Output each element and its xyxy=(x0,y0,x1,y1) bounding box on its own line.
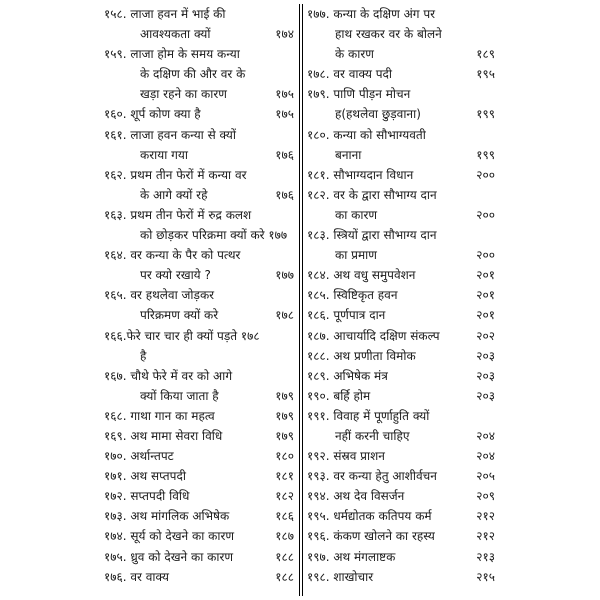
index-entry-line xyxy=(104,326,294,346)
index-entry-line xyxy=(307,285,495,305)
entry-text: १८०. कन्या को सौभाग्यवती xyxy=(307,127,426,142)
index-entry-line xyxy=(104,406,294,426)
index-entry-line xyxy=(104,567,294,587)
index-entry-line xyxy=(307,547,495,567)
entry-text: १९६. कंकण खोलने का रहस्य xyxy=(307,529,435,544)
page-number: १७६ xyxy=(275,187,294,202)
index-entry-line xyxy=(104,366,294,386)
index-entry-line xyxy=(307,386,495,406)
entry-text: परिक्रमण क्यों करे xyxy=(140,308,219,323)
index-entry-line xyxy=(307,506,495,526)
entry-text: १९७. अथ मंगलाष्टक xyxy=(307,549,396,564)
entry-text: १७९. पाणि पीड़न मोचन xyxy=(307,87,411,102)
index-entry-line xyxy=(307,4,495,24)
index-entry-line xyxy=(104,346,294,366)
entry-text: १५८. लाजा हवन में भाई की xyxy=(104,7,226,21)
entry-text: १६०. शूर्प कोण क्या है xyxy=(104,107,201,122)
index-entry-line xyxy=(307,104,495,124)
entry-text: १९२. संस्रव प्राशन xyxy=(307,449,385,464)
index-entry-line xyxy=(104,4,294,24)
entry-text: १८९. अभिषेक मंत्र xyxy=(307,368,388,383)
page-number: १८९ xyxy=(476,47,495,62)
index-entry-line xyxy=(104,104,294,124)
page-number: २१३ xyxy=(476,549,495,564)
entry-text: खड़ा रहने का कारण xyxy=(140,87,227,102)
page-number: १७६ xyxy=(275,147,294,162)
index-entry-line xyxy=(307,185,495,205)
page-number: २१२ xyxy=(476,509,495,524)
entry-text: कराया गया xyxy=(140,147,188,162)
index-entry-line xyxy=(307,305,495,325)
index-entry-line xyxy=(307,366,495,386)
entry-text: १६७. चौथे फेरे में वर को आगे xyxy=(104,368,233,383)
page-number: २०९ xyxy=(476,489,495,504)
page-number: २०० xyxy=(476,248,495,263)
index-entry-line xyxy=(104,305,294,325)
index-entry-line xyxy=(104,466,294,486)
page-number: २१५ xyxy=(476,569,495,584)
index-entry-line xyxy=(307,84,495,104)
entry-text: को छोड़कर परिक्रमा क्यों करे १७७ xyxy=(140,228,288,243)
index-entry-line xyxy=(307,446,495,466)
page-number: २०३ xyxy=(476,368,495,383)
index-entry-line xyxy=(307,64,495,84)
entry-text: १८३. स्त्रियों द्वारा सौभाग्य दान xyxy=(307,228,437,243)
index-entry-line xyxy=(307,265,495,285)
index-entry-line xyxy=(104,64,294,84)
index-entry-line xyxy=(104,506,294,526)
entry-text: १९०. बर्हि होम xyxy=(307,388,371,403)
entry-text: १८६. पूर्णपात्र दान xyxy=(307,308,386,323)
index-entry-line xyxy=(307,145,495,165)
entry-text: के कारण xyxy=(335,47,374,62)
page-number: २०० xyxy=(476,167,495,182)
index-entry-line xyxy=(104,265,294,285)
entry-text: १९५. धर्मद्योतक कतिपय कर्म xyxy=(307,509,432,524)
page-number: १९९ xyxy=(476,107,495,122)
right-column xyxy=(307,4,495,587)
index-entry-line xyxy=(307,225,495,245)
entry-text: १७२. सप्तपदी विधि xyxy=(104,489,190,504)
entry-text: १६६.फेरे चार चार ही क्यों पड़ते १७८ xyxy=(104,328,260,343)
index-entry-line xyxy=(307,326,495,346)
page-number: १८० xyxy=(275,449,294,464)
index-entry-line xyxy=(104,145,294,165)
index-entry-line xyxy=(104,165,294,185)
index-entry-line xyxy=(104,205,294,225)
index-entry-line xyxy=(307,205,495,225)
entry-text: १६१. लाजा हवन कन्या से क्यों xyxy=(104,127,236,142)
page-number: १७९ xyxy=(275,428,294,443)
page-number: २१२ xyxy=(476,529,495,544)
index-entry-line xyxy=(104,125,294,145)
entry-text: १६४. वर कन्या के पैर को पत्थर xyxy=(104,248,241,263)
index-entry-line xyxy=(104,44,294,64)
page-number: २०१ xyxy=(476,288,495,303)
entry-text: १६३. प्रथम तीन फेरों में रुद्र कलश xyxy=(104,207,252,222)
entry-text: नहीं करनी चाहिए xyxy=(335,428,410,443)
entry-text: १७६. वर वाक्य xyxy=(104,569,169,584)
index-entry-line xyxy=(307,466,495,486)
entry-text: पर क्यो रखाये ? xyxy=(140,268,211,283)
page-number: २०४ xyxy=(476,449,495,464)
page-number: २०१ xyxy=(476,308,495,323)
index-entry-line xyxy=(307,567,495,587)
entry-text: १८१. सौभाग्यदान विधान xyxy=(307,167,414,182)
index-entry-line xyxy=(104,185,294,205)
entry-text: १८८. अथ प्रणीता विमोक xyxy=(307,348,416,363)
page-number: १८८ xyxy=(275,549,294,564)
left-column xyxy=(104,4,294,587)
entry-text: १६५. वर हथलेवा जोड़कर xyxy=(104,288,215,303)
index-entry-line xyxy=(307,406,495,426)
entry-text: १७३. अथ मांगलिक अभिषेक xyxy=(104,509,230,524)
entry-text: १८५. स्विष्टिकृत हवन xyxy=(307,288,398,303)
entry-text: १६९. अथ मामा सेवरा विधि xyxy=(104,428,223,443)
index-entry-line xyxy=(104,245,294,265)
index-entry-line xyxy=(307,346,495,366)
entry-text: १८४. अथ वधु समुपवेशन xyxy=(307,268,416,283)
entry-text: आवश्यकता क्यों xyxy=(140,27,211,42)
page-number: २०२ xyxy=(476,328,495,343)
entry-text: बनाना xyxy=(335,147,362,162)
entry-text: १९८. शाखोचार xyxy=(307,569,374,584)
entry-text: १९१. विवाह में पूर्णाहुति क्यों xyxy=(307,408,430,423)
entry-text: १७०. अर्थान्तपट xyxy=(104,449,174,464)
page-number: १९५ xyxy=(476,67,495,82)
index-entry-line xyxy=(307,125,495,145)
page-number: १७९ xyxy=(275,388,294,403)
entry-text: १७८. वर वाक्य पदी xyxy=(307,67,393,82)
entry-text: १९४. अथ देव विसर्जन xyxy=(307,489,405,504)
column-divider-left xyxy=(299,4,300,596)
column-divider-right xyxy=(302,4,303,596)
entry-text: १५९. लाजा होम के समय कन्या xyxy=(104,47,240,62)
entry-text: क्यों किया जाता है xyxy=(140,388,219,403)
page-number: १८७ xyxy=(275,529,294,544)
index-entry-line xyxy=(104,225,294,245)
page-number: १८८ xyxy=(275,569,294,584)
entry-text: के दक्षिण की और वर के xyxy=(140,67,246,82)
entry-text: १७५. ध्रुव को देखने का कारण xyxy=(104,549,234,564)
page-number: २०० xyxy=(476,207,495,222)
page-number: २०४ xyxy=(476,428,495,443)
index-entry-line xyxy=(104,285,294,305)
page-number: २०५ xyxy=(476,469,495,484)
index-entry-line xyxy=(104,526,294,546)
entry-text: १८७. आचार्यादि दक्षिण संकल्प xyxy=(307,328,440,343)
entry-text: १६२. प्रथम तीन फेरों में कन्या वर xyxy=(104,167,247,182)
index-entry-line xyxy=(307,486,495,506)
entry-text: ह(हथलेवा छुड़वाना) xyxy=(335,107,421,122)
index-entry-line xyxy=(104,547,294,567)
entry-text: हाथ रखकर वर के बोलने xyxy=(335,27,442,42)
entry-text: १७७. कन्या के दक्षिण अंग पर xyxy=(307,7,436,21)
index-entry-line xyxy=(307,426,495,446)
entry-text: का प्रमाण xyxy=(335,248,377,263)
page-number: २०३ xyxy=(476,348,495,363)
page-number: १७५ xyxy=(275,107,294,122)
entry-text: १६८. गाथा गान का महत्व xyxy=(104,408,215,423)
page-number: १७५ xyxy=(275,87,294,102)
index-entry-line xyxy=(104,24,294,44)
index-entry-line xyxy=(104,446,294,466)
page-number: १८१ xyxy=(275,469,294,484)
page-number: १७७ xyxy=(275,268,294,283)
entry-text: १७४. सूर्य को देखने का कारण xyxy=(104,529,235,544)
page-number: १७४ xyxy=(275,27,294,42)
page-number: २०३ xyxy=(476,388,495,403)
index-entry-line xyxy=(307,44,495,64)
page-number: १८२ xyxy=(275,489,294,504)
page-number: २०१ xyxy=(476,268,495,283)
index-entry-line xyxy=(104,84,294,104)
entry-text: १८२. वर के द्वारा सौभाग्य दान xyxy=(307,187,437,202)
index-entry-line xyxy=(307,165,495,185)
index-entry-line xyxy=(104,486,294,506)
page-number: १७९ xyxy=(275,408,294,423)
index-entry-line xyxy=(307,526,495,546)
page-number: १८६ xyxy=(275,509,294,524)
entry-text: के आगे क्यों रहे xyxy=(140,187,208,202)
entry-text: का कारण xyxy=(335,207,378,222)
entry-text: है xyxy=(140,348,147,363)
entry-text: १७१. अथ सप्तपदी xyxy=(104,469,186,484)
index-entry-line xyxy=(104,426,294,446)
page-number: १९९ xyxy=(476,147,495,162)
entry-text: १९३. वर कन्या हेतु आशीर्वचन xyxy=(307,469,437,484)
index-entry-line xyxy=(307,24,495,44)
index-entry-line xyxy=(104,386,294,406)
page-number: १७८ xyxy=(275,308,294,323)
index-entry-line xyxy=(307,245,495,265)
